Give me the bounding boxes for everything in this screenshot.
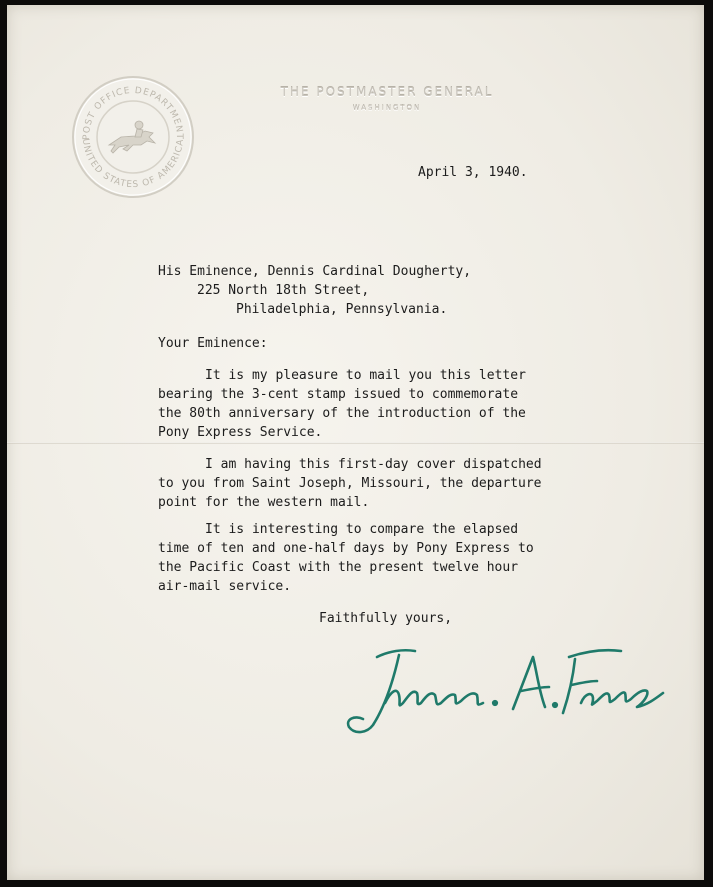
address-line-3: Philadelphia, Pennsylvania. <box>236 302 448 317</box>
salutation: Your Eminence: <box>158 336 268 351</box>
letter-paper <box>7 5 704 880</box>
letter-date: April 3, 1940. <box>418 165 528 180</box>
closing: Faithfully yours, <box>319 611 453 626</box>
address-line-2: 225 North 18th Street, <box>197 283 370 298</box>
paragraph-1-line-3: the 80th anniversary of the introduction of the <box>158 406 526 421</box>
paragraph-2-line-3: point for the western mail. <box>158 495 370 510</box>
address-line-1: His Eminence, Dennis Cardinal Dougherty, <box>158 264 472 279</box>
letterhead-subtitle: WASHINGTON <box>352 104 422 112</box>
letterhead-title: THE POSTMASTER GENERAL <box>280 85 494 99</box>
paragraph-3-line-4: air-mail service. <box>158 579 292 594</box>
fold-crease <box>7 442 704 444</box>
paragraph-1-line-4: Pony Express Service. <box>158 425 323 440</box>
handwritten-signature <box>337 633 677 743</box>
paragraph-1-line-2: bearing the 3-cent stamp issued to commemorate <box>158 387 519 402</box>
paragraph-2-line-1: I am having this first-day cover dispatched <box>205 457 542 472</box>
paragraph-2-line-2: to you from Saint Joseph, Missouri, the departure <box>158 476 542 491</box>
post-office-seal <box>69 73 197 201</box>
paragraph-3-line-1: It is interesting to compare the elapsed <box>205 522 519 537</box>
paragraph-3-line-2: time of ten and one-half days by Pony Express to <box>158 541 534 556</box>
seal-bottom-text: UNITED STATES OF AMERICA <box>79 138 187 191</box>
paragraph-3-line-3: the Pacific Coast with the present twelve hour <box>158 560 519 575</box>
seal-top-text: POST OFFICE DEPARTMENT <box>81 85 185 141</box>
letterhead <box>257 85 517 112</box>
paragraph-1-line-1: It is my pleasure to mail you this letter <box>205 368 526 383</box>
